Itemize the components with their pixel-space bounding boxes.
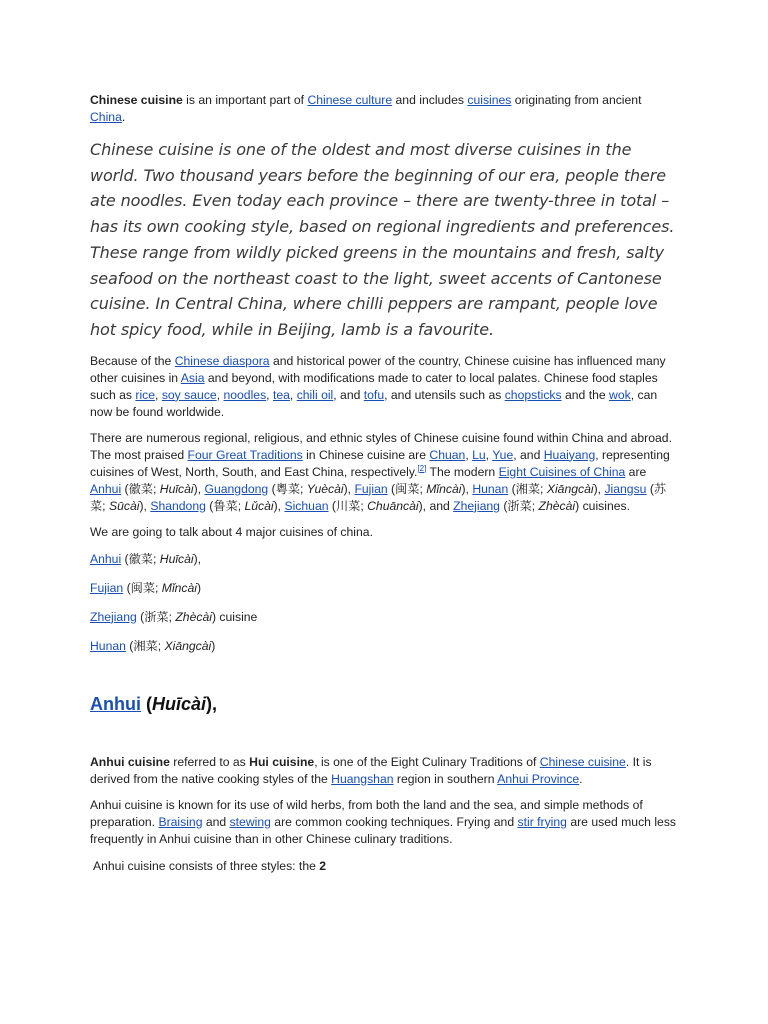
anhui-paragraph-2 xyxy=(90,797,680,848)
text: and historical power of the country, Chinese cuisine has influenced many other cuisines in xyxy=(90,353,666,385)
list-link-anhui[interactable]: Anhui xyxy=(90,551,122,566)
link-anhui-province[interactable]: Anhui Province xyxy=(497,771,580,786)
section-heading xyxy=(90,692,680,716)
text: and xyxy=(202,814,230,829)
term: Hui cuisine xyxy=(249,754,315,769)
pinyin: Yuècài xyxy=(306,481,344,496)
text: , can now be found worldwide. xyxy=(90,387,658,419)
anhui-paragraph-1 xyxy=(90,754,680,788)
text: , and utensils such as xyxy=(384,387,505,402)
link-anhui[interactable]: Anhui xyxy=(90,481,122,496)
link-braising[interactable]: Braising xyxy=(158,814,203,829)
link-asia[interactable]: Asia xyxy=(180,370,205,385)
text: (浙菜; xyxy=(499,498,539,513)
pinyin: Chuāncài xyxy=(367,498,419,513)
term: Anhui cuisine xyxy=(90,754,170,769)
text: , xyxy=(216,387,224,402)
text: region in southern xyxy=(393,771,498,786)
text: Anhui cuisine consists of three styles: the xyxy=(93,858,320,873)
link-rice[interactable]: rice xyxy=(135,387,156,402)
pinyin: Xiāngcài xyxy=(164,638,212,653)
heading-link-anhui[interactable]: Anhui xyxy=(90,693,141,714)
link-tea[interactable]: tea xyxy=(272,387,290,402)
text: (徽菜; xyxy=(121,551,160,566)
text: , xyxy=(465,447,473,462)
pinyin: Mǐncài xyxy=(161,580,198,595)
text: (粵菜; xyxy=(268,481,307,496)
text: Because of the xyxy=(90,353,175,368)
text: , and xyxy=(333,387,364,402)
text: , xyxy=(155,387,162,402)
text: The modern xyxy=(426,464,499,479)
link-four-great-traditions[interactable]: Four Great Traditions xyxy=(187,447,303,462)
text: (闽菜; xyxy=(387,481,427,496)
bold-number: 2 xyxy=(319,858,327,873)
text: , and xyxy=(513,447,544,462)
text: (苏菜; xyxy=(90,481,667,513)
pinyin: Huīcài xyxy=(159,551,194,566)
text: , representing cuisines of West, North, South, and East China, respectively. xyxy=(90,447,670,479)
link-sichuan[interactable]: Sichuan xyxy=(284,498,329,513)
text: ), xyxy=(193,551,202,566)
text: ) cuisines. xyxy=(575,498,630,513)
text: ) xyxy=(211,638,216,653)
list-item xyxy=(90,609,680,626)
text: referred to as xyxy=(169,754,250,769)
text: (浙菜; xyxy=(136,609,176,624)
link-lu[interactable]: Lu xyxy=(472,447,486,462)
list-link-hunan[interactable]: Hunan xyxy=(90,638,126,653)
text: (川菜; xyxy=(328,498,368,513)
link-yue[interactable]: Yue xyxy=(492,447,514,462)
text: . xyxy=(579,771,583,786)
link-chinese-diaspora[interactable]: Chinese diaspora xyxy=(174,353,270,368)
text: ), and xyxy=(418,498,454,513)
text: , xyxy=(289,387,297,402)
link-wok[interactable]: wok xyxy=(609,387,631,402)
text: ), xyxy=(193,481,205,496)
styles-paragraph xyxy=(90,430,680,515)
link-stir-frying[interactable]: stir frying xyxy=(517,814,567,829)
text: ), xyxy=(593,481,605,496)
diaspora-paragraph xyxy=(90,353,680,421)
document-page xyxy=(90,92,680,875)
text: , xyxy=(485,447,493,462)
link-soy-sauce[interactable]: soy sauce xyxy=(161,387,217,402)
link-eight-cuisines[interactable]: Eight Cuisines of China xyxy=(498,464,626,479)
text: Anhui cuisine is known for its use of wild herbs, from both the land and the sea, and simple methods of preparation. xyxy=(90,797,643,829)
pinyin: Mǐncài xyxy=(426,481,462,496)
link-tofu[interactable]: tofu xyxy=(363,387,385,402)
link-cuisines[interactable]: cuisines xyxy=(467,93,512,107)
quote-paragraph: Chinese cuisine is one of the oldest and most diverse cuisines in the world. Two thousand years before the beginning of our era, people there ate noodles. Even today each province – there are twenty-three in total – has its own cooking style, based on regional ingredients and preferences. These range from wildly picked greens in the mountains and fresh, salty seafood on the northeast coast to the light, sweet accents of Cantonese cuisine. In Central China, where chilli peppers are rampant, people love hot spicy food, while in Beijing, lamb is a favourite. xyxy=(90,140,675,339)
pinyin: Sūcài xyxy=(108,498,140,513)
text: (徽菜; xyxy=(121,481,160,496)
link-chuan[interactable]: Chuan xyxy=(429,447,466,462)
link-noodles[interactable]: noodles xyxy=(223,387,267,402)
link-hunan[interactable]: Hunan xyxy=(472,481,509,496)
text: ), xyxy=(343,481,355,496)
text: ( xyxy=(141,693,152,714)
text: (湘菜; xyxy=(508,481,547,496)
text: , xyxy=(266,387,273,402)
pinyin: Huīcài xyxy=(159,481,194,496)
link-stewing[interactable]: stewing xyxy=(229,814,271,829)
text: , is one of the Eight Culinary Traditions of xyxy=(314,754,540,769)
talk-paragraph: We are going to talk about 4 major cuisines of china. xyxy=(90,524,373,539)
pinyin: Xiāngcài xyxy=(546,481,594,496)
text: ) xyxy=(197,580,202,595)
list-link-zhejiang[interactable]: Zhejiang xyxy=(90,609,137,624)
link-jiangsu[interactable]: Jiangsu xyxy=(604,481,647,496)
link-guangdong[interactable]: Guangdong xyxy=(204,481,269,496)
text: (闽菜; xyxy=(123,580,162,595)
text: in Chinese cuisine are xyxy=(302,447,430,462)
list-item xyxy=(90,580,680,597)
text: ) cuisine xyxy=(211,609,258,624)
intro-term: Chinese cuisine xyxy=(90,93,183,107)
text: There are numerous regional, religious, and ethnic styles of Chinese cuisine found within China and abroad. The most praised xyxy=(90,430,672,462)
anhui-paragraph-3 xyxy=(90,858,680,875)
text: is an important part of xyxy=(182,93,308,107)
text: and includes xyxy=(392,93,468,107)
reference-link[interactable]: [2] xyxy=(417,463,427,473)
pinyin: Lǔcài xyxy=(244,498,274,513)
text: are xyxy=(625,464,647,479)
link-chili-oil[interactable]: chili oil xyxy=(296,387,334,402)
link-chinese-cuisine[interactable]: Chinese cuisine xyxy=(539,754,626,769)
text: originating from ancient xyxy=(511,93,642,107)
text: and beyond, with modifications made to cater to local palates. Chinese food staples such as xyxy=(90,370,658,402)
link-fujian[interactable]: Fujian xyxy=(354,481,388,496)
link-china[interactable]: China xyxy=(90,110,122,124)
text: are used much less frequently in Anhui cuisine than in other Chinese culinary traditions. xyxy=(90,814,677,846)
link-huaiyang[interactable]: Huaiyang xyxy=(543,447,596,462)
link-huangshan[interactable]: Huangshan xyxy=(331,771,394,786)
text: (鲁菜; xyxy=(205,498,245,513)
pinyin: Zhècài xyxy=(538,498,576,513)
link-zhejiang[interactable]: Zhejiang xyxy=(453,498,500,513)
text: ), xyxy=(206,693,218,714)
text: are common cooking techniques. Frying and xyxy=(270,814,518,829)
text: ), xyxy=(461,481,473,496)
text: ), xyxy=(139,498,151,513)
link-shandong[interactable]: Shandong xyxy=(150,498,206,513)
text: (湘菜; xyxy=(125,638,165,653)
text: ), xyxy=(273,498,285,513)
list-item xyxy=(90,638,680,655)
text: . It is derived from the native cooking styles of the xyxy=(90,754,652,786)
pinyin: Zhècài xyxy=(175,609,212,624)
intro-paragraph xyxy=(90,92,680,126)
list-item xyxy=(90,551,680,568)
link-chinese-culture[interactable]: Chinese culture xyxy=(307,93,393,107)
text: . xyxy=(121,110,126,124)
heading-pinyin: Huīcài xyxy=(152,693,207,714)
link-chopsticks[interactable]: chopsticks xyxy=(504,387,562,402)
list-link-fujian[interactable]: Fujian xyxy=(90,580,124,595)
text: and the xyxy=(561,387,610,402)
